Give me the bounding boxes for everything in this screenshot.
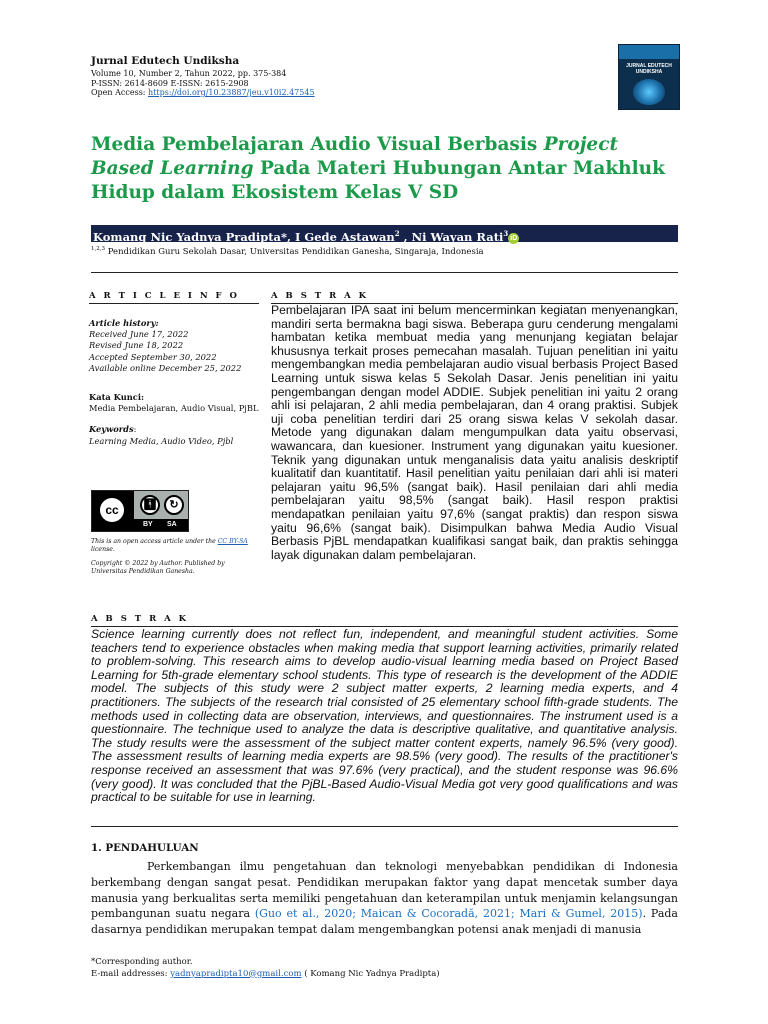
spacer xyxy=(89,374,259,392)
spacer xyxy=(89,414,259,424)
abstrak-text: Pembelajaran IPA saat ini belum mencerminkan kegiatan menyenangkan, mandiri serta bermakna bagi siswa. Beberapa guru cenderung mengalami hambatan ketika membuat media yang menunjang kegiatan belajar khususnya terkait proses pemecahan masalah. Tujuan penelitian ini yaitu mengembangkan media pembelajaran audio visual berbasis Project Based Learning untuk siswa kelas 5 Sekolah Dasar. Jenis penelitian ini yaitu pengembangan dengan model ADDIE. Subjek penelitian ini yaitu 2 orang ahli isi pelajaran, 2 ahli media pembelajaran, dan 4 orang praktisi. Subjek uji coba penelitian terdiri dari 25 orang siswa kelas V sekolah dasar. Metode yang digunakan dalam mengumpulkan data yaitu observasi, wawancara, dan kuesioner. Instrument yang digunakan yaitu kuesioner. Teknik yang digunakan untuk menganalisis data yaitu analisis deskriptif kualitatif dan kuantitatif. Hasil penelitian yaitu penilaian dari ahli isi materi pelajaran yaitu 96,5% (sangat baik). Hasil penilaian dari ahli media pembelajaran yaitu 98,5% (sangat baik). Hasil respon praktisi mendapatkan penilaian yaitu 97,6% (sangat praktis) dan respon siswa yaitu 96,6% (sangat baik). Disimpulkan bahwa Media Audio Visual Berbasis PjBL mendapatkan kualifikasi sangat baik, dan praktis sehingga layak digunakan dalam pembelajaran. xyxy=(271,303,678,562)
para-end: . Pada dasarnya pendidikan merupakan tempat dalam mengembangkan potensi anak menjadi di manusia xyxy=(91,907,678,937)
cover-globe xyxy=(633,79,665,105)
title-part2: Pada Materi Hubungan Antar Makhluk Hidup dalam Ekosistem Kelas V SD xyxy=(91,158,665,203)
license-link[interactable]: CC BY-SA xyxy=(217,538,248,545)
cc-strip xyxy=(134,519,188,531)
divider xyxy=(91,272,678,273)
title-part1: Media Pembelajaran Audio Visual Berbasis xyxy=(91,134,544,155)
open-access-line xyxy=(91,88,315,98)
cover-text: JURNAL EDUTECH UNDIKSHA xyxy=(626,63,672,75)
by-person-icon: 🚹︎ xyxy=(140,495,160,515)
license-text-2: license. xyxy=(91,546,115,553)
email-line xyxy=(91,969,440,981)
keywords-text: Learning Media, Audio Video, Pjbl xyxy=(89,435,234,446)
article-info-heading: A R T I C L E I N F O xyxy=(89,291,240,301)
cc-by-sa-badge[interactable] xyxy=(91,490,189,532)
affil-text: Pendidikan Guru Sekolah Dasar, Universitas Pendidikan Ganesha, Singaraja, Indonesia xyxy=(107,246,484,257)
keywords-colon: : xyxy=(133,424,137,435)
history-revised: Revised June 18, 2022 xyxy=(89,340,184,351)
doi-link[interactable]: https://doi.org/10.23887/jeu.v10i2.47545 xyxy=(148,88,315,97)
by-label: BY xyxy=(143,521,153,528)
abstract-en-text: Science learning currently does not reflect fun, independent, and meaningful student activities. Some teachers tend to experience obstacles when making media that support learning activities, primarily related to problem-solving. This research aims to develop audio-visual learning media based on Project Based Learning for 5th-grade elementary school students. This type of research is the development of the ADDIE model. The subjects of this study were 2 subject matter experts, 2 learning media experts, and 4 practitioners. The subjects of the research trial consisted of 25 elementary school fifth-grade students. The methods used in collecting data are observation, interviews, and questionnaires. The instrument used is a questionnaire. The technique used to analyze the data is descriptive qualitative, and quantitative analysis. The study results were the assessment of the subject matter content experts, namely 96.5% (very good). The assessment results of learning media experts are 98.5% (very good). The results of the practitioner's response received an assessment that was 97.6% (very practical), and the student response was 96.6% (very good). It was concluded that the PjBL-Based Audio-Visual Media got very good qualifications and was practical to be suitable for use in learning. xyxy=(91,627,678,805)
sa-label: SA xyxy=(167,521,177,528)
footnote xyxy=(91,957,440,980)
para-start: Perkembangan ilmu pengetahuan dan teknologi menyebabkan pendidikan di Indonesia berkembang dengan sangat pesat. Pendidikan merupakan faktor yang dapat mencetak sumber daya manusia yang berkualitas serta memiliki pengetahuan dan keterampilan untuk menjamin kelangsungan pembangunan suatu negara xyxy=(91,860,678,921)
abstrak-heading: A B S T R A K xyxy=(271,291,369,301)
abstract-en-heading: A B S T R A K xyxy=(91,614,189,624)
history-received: Received June 17, 2022 xyxy=(89,329,189,340)
cover-band xyxy=(619,45,679,59)
issn-line: P-ISSN: 2614-8609 E-ISSN: 2615-2908 xyxy=(91,78,249,88)
email-label: E-mail addresses: xyxy=(91,968,171,979)
article-info xyxy=(89,318,259,447)
journal-meta xyxy=(91,69,315,98)
divider xyxy=(91,826,678,827)
keywords-label: Keywords xyxy=(89,424,134,435)
corresponding-note: *Corresponding author. xyxy=(91,957,193,967)
kata-kunci-label: Kata Kunci: xyxy=(89,392,145,403)
author-name-3: , Ni Wayan Rati xyxy=(399,229,504,244)
license-text xyxy=(91,538,261,554)
email-link[interactable]: yadnyapradipta10@gmail.com xyxy=(170,968,302,979)
cc-icon: cc xyxy=(97,495,127,525)
author-sup-3: 3 xyxy=(503,229,509,238)
orcid-icon[interactable]: iD xyxy=(510,234,518,242)
author-bar xyxy=(91,225,678,242)
cc-left xyxy=(92,491,134,531)
affil-sup: 1,2,3 xyxy=(91,246,105,252)
kata-kunci-text: Media Pembelajaran, Audio Visual, PjBL xyxy=(89,403,259,414)
history-accepted: Accepted September 30, 2022 xyxy=(89,351,217,362)
keywords-line xyxy=(89,424,259,435)
divider xyxy=(89,303,259,304)
sa-share-icon: ↻ xyxy=(164,495,184,515)
journal-cover-image xyxy=(618,44,680,110)
affiliation xyxy=(91,246,484,257)
history-online: Available online December 25, 2022 xyxy=(89,362,242,373)
title-italic: Project Based Learning xyxy=(91,134,619,179)
open-access-label: Open Access: xyxy=(91,88,149,97)
history-label: Article history: xyxy=(89,318,159,328)
license-text-1: This is an open access article under the xyxy=(91,538,216,545)
author-sup-2: 2 xyxy=(394,229,400,238)
citation-link[interactable]: (Guo et al., 2020; Maican & Cocoradă, 2021; Mari & Gumel, 2015) xyxy=(254,907,643,921)
article-title xyxy=(91,133,681,205)
author-names: Komang Nic Yadnya Pradipta*, I Gede Astawan xyxy=(93,229,395,244)
email-owner: ( Komang Nic Yadnya Pradipta) xyxy=(301,968,440,979)
volume-line: Volume 10, Number 2, Tahun 2022, pp. 375-384 xyxy=(91,69,287,78)
section-heading: 1. PENDAHULUAN xyxy=(91,842,199,854)
journal-name: Jurnal Edutech Undiksha xyxy=(91,55,240,67)
intro-paragraph xyxy=(91,859,678,938)
copyright-text: Copyright © 2022 by Author. Published by Universitas Pendidikan Ganesha. xyxy=(91,560,225,575)
